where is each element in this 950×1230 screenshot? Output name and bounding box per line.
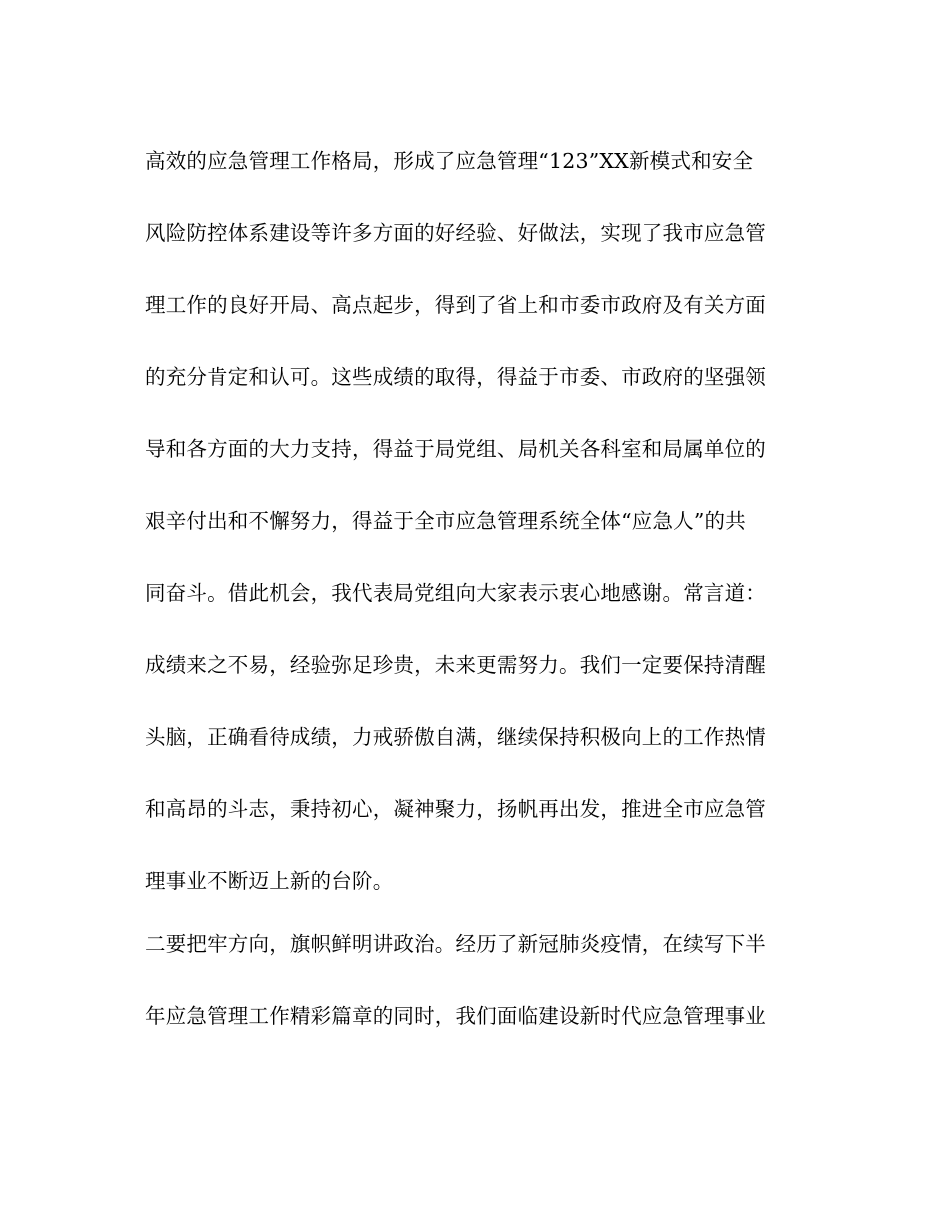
text-line: 理工作的良好开局、高点起步，得到了省上和市委市政府及有关方面	[145, 293, 766, 317]
text-line: 成绩来之不易，经验弥足珍贵，未来更需努力。我们一定要保持清醒	[145, 653, 766, 677]
text-line: 导和各方面的大力支持，得益于局党组、局机关各科室和局属单位的	[145, 437, 766, 461]
text-line: 高效的应急管理工作格局，形成了应急管理“123”XX新模式和安全	[145, 149, 754, 173]
text-line: 和高昂的斗志，秉持初心，凝神聚力，扬帆再出发，推进全市应急管	[145, 797, 766, 821]
text-line: 年应急管理工作精彩篇章的同时，我们面临建设新时代应急管理事业	[145, 1004, 766, 1028]
text-line: 的充分肯定和认可。这些成绩的取得，得益于市委、市政府的坚强领	[145, 365, 766, 389]
text-line: 风险防控体系建设等许多方面的好经验、好做法，实现了我市应急管	[145, 221, 766, 245]
text-line: 理事业不断迈上新的台阶。	[145, 869, 394, 893]
text-line: 同奋斗。借此机会，我代表局党组向大家表示衷心地感谢。常言道：	[145, 581, 766, 605]
text-line: 二要把牢方向，旗帜鲜明讲政治。经历了新冠肺炎疫情，在续写下半	[145, 932, 766, 956]
text-line: 艰辛付出和不懈努力，得益于全市应急管理系统全体“应急人”的共	[145, 509, 746, 533]
text-line: 头脑，正确看待成绩，力戒骄傲自满，继续保持积极向上的工作热情	[145, 725, 766, 749]
